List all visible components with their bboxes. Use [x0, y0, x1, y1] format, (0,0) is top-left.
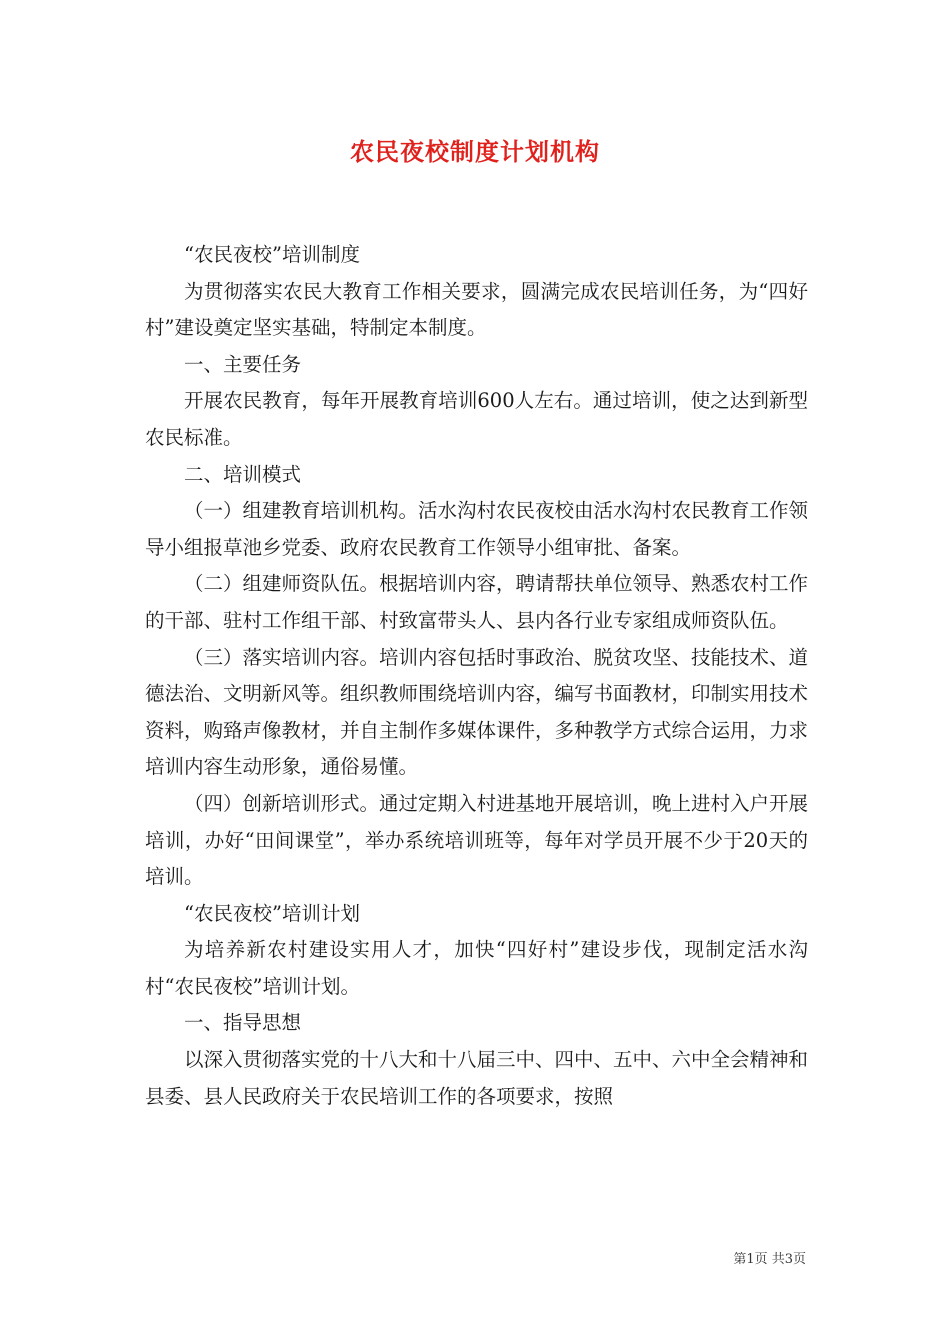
paragraph-mode-3: （三）落实培训内容。培训内容包括时事政治、脱贫攻坚、技能技术、道德法治、文明新风等。组织教师围绕培训内容，编写书面教材，印制实用技术资料，购臵声像教材，并自主制作多媒体课件，多种教学方式综合运用，力求培训内容生动形象，通俗易懂。	[145, 645, 809, 779]
paragraph-guiding-ideology: 以深入贯彻落实党的十八大和十八届三中、四中、五中、六中全会精神和县委、县人民政府关于农民培训工作的各项要求，按照	[145, 1048, 809, 1108]
page-number: 第1页 共3页	[733, 1252, 806, 1267]
paragraph-mode-4: （四）创新培训形式。通过定期入村进基地开展培训，晚上进村入户开展培训，办好“田间课堂”，举办系统培训班等，每年对学员开展不少于20天的培训。	[145, 791, 809, 889]
paragraph-intro: 为贯彻落实农民大教育工作相关要求，圆满完成农民培训任务，为“四好村”建设奠定坚实基础，特制定本制度。	[145, 279, 808, 340]
heading-main-tasks: 一、主要任务	[184, 352, 302, 376]
document-body	[145, 237, 808, 1115]
document-title: 农民夜校制度计划机构	[350, 137, 600, 166]
paragraph-main-tasks: 开展农民教育，每年开展教育培训600人左右。通过培训，使之达到新型农民标准。	[145, 389, 808, 449]
heading-guiding-ideology: 一、指导思想	[184, 1011, 302, 1035]
paragraph-mode-2: （二）组建师资队伍。根据培训内容，聘请帮扶单位领导、熟悉农村工作的干部、驻村工作组干部、村致富带头人、县内各行业专家组成师资队伍。	[145, 572, 809, 632]
heading-training-mode: 二、培训模式	[184, 462, 302, 486]
section-heading-training-plan: “农民夜校”培训计划	[184, 901, 360, 925]
section-heading-training-system: “农民夜校”培训制度	[184, 243, 360, 266]
paragraph-mode-1: （一）组建教育培训机构。活水沟村农民夜校由活水沟村农民教育工作领导小组报草池乡党委、政府农民教育工作领导小组审批、备案。	[145, 499, 809, 559]
paragraph-plan-intro: 为培养新农村建设实用人才，加快“四好村”建设步伐，现制定活水沟村“农民夜校”培训计划。	[145, 938, 808, 998]
